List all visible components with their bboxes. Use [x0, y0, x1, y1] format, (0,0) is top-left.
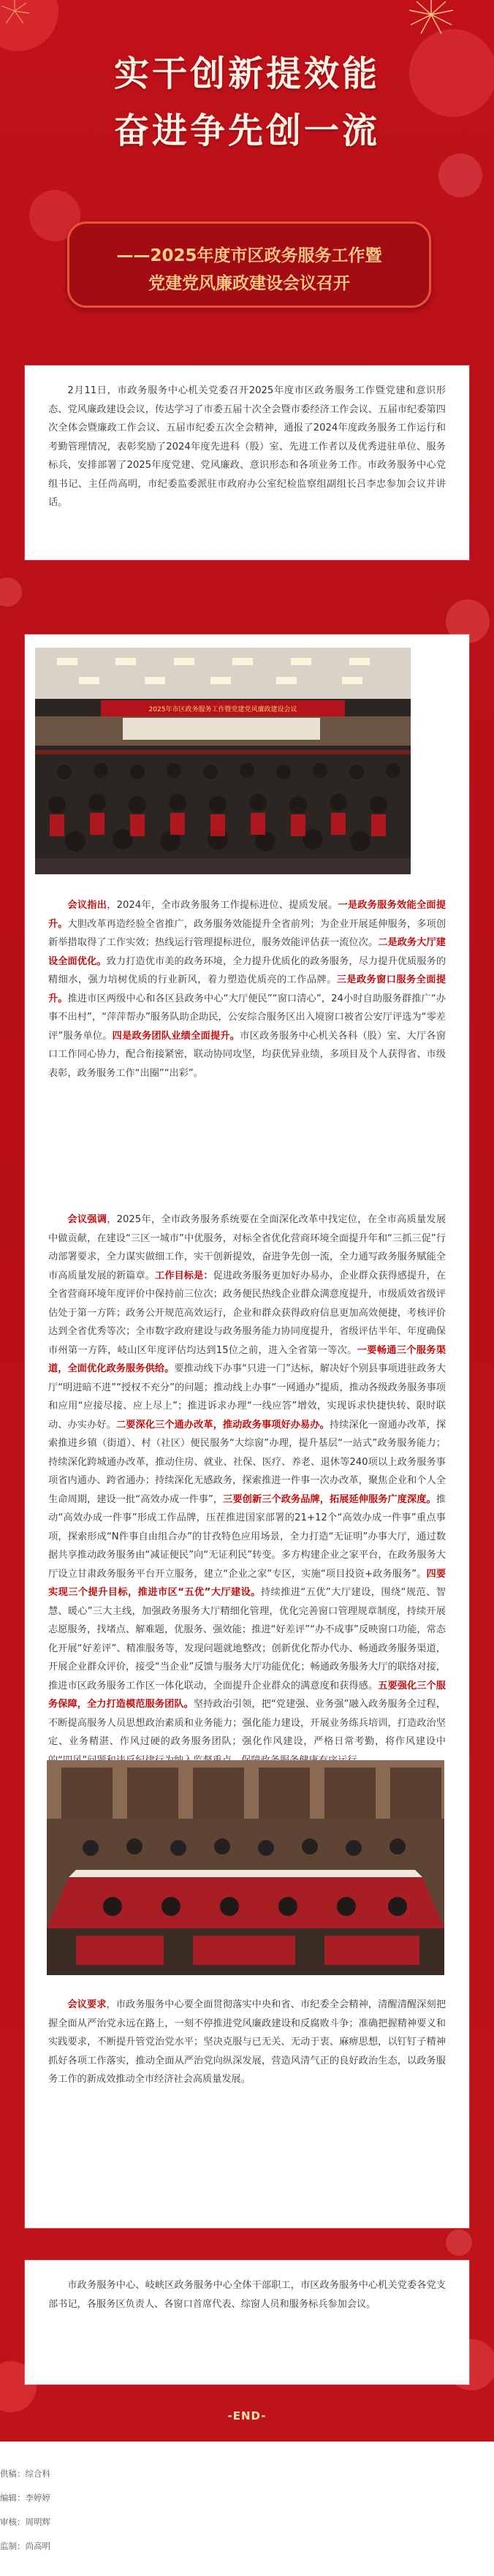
bokeh-decoration: [0, 577, 22, 607]
highlight: 四是政务团队业绩全面提升。: [112, 1030, 240, 1042]
firework-icon: [0, 0, 44, 37]
bokeh-decoration: [446, 2230, 472, 2256]
text: 市区政务服务中心机关各科（股）室、大厅各窗口工作同心协力，配合衔接紧密，联动协同攻坚，均获优异业绩，多项目及个人获得省、市级表彰，政务服务工作“出圈”“出彩”。: [48, 1030, 446, 1079]
closing-paragraph: 市政务服务中心、岐峡区政务服务中心全体干部职工，市区政务服务中心机关党委各党支部书记，各服务区负责人、各窗口首席代表、综窗人员和服务标兵参加会议。: [48, 2280, 446, 2310]
credits: [0, 2462, 50, 2558]
text: 大胆改革再造经验全省推广，政务服务效能提升全省前列；为企业开展延伸服务，多项创新举措取得了工作实效；热线运行管理提标进位，服务效能评估获一流位次。: [48, 918, 446, 948]
page-title-line1: 实干创新提效能: [113, 53, 380, 94]
paragraph-meeting-points: [48, 896, 446, 1083]
paragraph-meeting-requirements: [48, 1996, 446, 2089]
highlight: 五要强化三个服务保障，全力打造模范服务团队。: [48, 1680, 446, 1710]
lead-meeting-requirements: 会议要求: [67, 1999, 107, 2010]
meeting-photo-hall: [35, 648, 411, 874]
meeting-photo-table: [47, 1760, 444, 1975]
credit-editor: 编辑：李婷婷: [0, 2493, 50, 2503]
highlight: 二要深化三个通办改革，推动政务事项好办易办。: [115, 1419, 330, 1431]
text: 促进政务服务更加好办易办，企业群众获得感提升，在全省营商环境年度评价中保持前三位次；政务便民热线企业群众满意度提升，市级质效省级评估处于第一方阵；政务公开规范高效运行，企业和群众获得政府信息更加高效便捷，考核评价达到全省优秀等次；全市数字政府建设与政务服务能力协同度提升，省级评估半年、年度确保市州第一方阵，岐山区年度评估均达到15位之前，进入全省第一等次。: [48, 1270, 446, 1356]
subtitle-line1: ——2025年度市区政务服务工作暨: [116, 246, 382, 265]
hall-banner-text: 2025年市区政务服务工作暨党建党风廉政建设会议: [148, 706, 297, 713]
highlight: 三是政务窗口服务全面提升。: [48, 974, 446, 1004]
end-mark: -END-: [227, 2409, 267, 2422]
subtitle-banner: [67, 221, 431, 308]
text: 致力打造优市美的政务环境，全力提升优质化的政务服务，尽力提升优质服务的精细水，强力培树优质的行业新风，着力塑造优质亮的工作品牌。: [48, 955, 446, 985]
text: 坚持政治引领，把“党建强、业务强”融入政务服务全过程，不断提高服务人员思想政治素质和业务能力；强化能力建设，开展业务练兵培训，打造政治坚定、业务精湛、作风过硬的政务服务团队；强化作风建设，严格日常考勤，将作风建设中: [48, 1699, 446, 1747]
credit-reviewer: 审核：周明辉: [0, 2517, 50, 2527]
text: 推动“高效办成一件事”形成工作品牌，压茬推进国家部署的21+12个“高效办成一件事”重点事项，探索形成“N件事自由组合办”的甘孜特色应用场景，全力打造“无证明”办事大厅，通过数据共享推动政务服务由“减证便民”向“无证利民”转变。多方构建企业之家平台，在政务服务大厅设立甘肃政务服务平台开立服务，建立“企业之家”专区，实施“项目投资+政务服务”。: [48, 1493, 446, 1580]
text: ，市政务服务中心要全面贯彻落实中央和省、市纪委全会精神，清醒清醒深刻把握全面从严治党永远在路上，一刻不停推进党风廉政建设和反腐败斗争；准确把握精神要义和实践要求，不断提升管党治党水平；坚决克服与已无关、无动于衷、麻痹思想，以钉钉子精神抓好各项工作落实，推动全面从严治党向纵深发展，营造风清气正的良好政治生态，以政务服务工作的新成效推动全市经济社会高质量发展。: [48, 1999, 446, 2085]
text: 持续推进“五优”大厅建设，围绕“规范、智慧、暖心”三大主线，加强政务服务大厅精细化管理，优化完善窗口管理规章制度，持续开展志愿服务，找堵点、解难题，优服务、强效能；推进“好差评”“办不成事”反映窗口功能，常态化开展“好差评”、精准服务等，发现问题就地整改；创新优化帮办代办、畅通政务服务渠道，开展企业群众评价，接受“当企业”反馈与服务大厅功能优化；畅通政务服务大厅的联络对接，推进市区政务服务工作区一体化联动，全面提升企业群众的满意度和获得感。: [48, 1587, 446, 1692]
intro-paragraph: 2月11日，市政务服务中心机关党委召开2025年度市区政务服务工作暨党建和意识形态、党风廉政建设会议，传达学习了市委五届十次全会暨市委经济工作会议、五届市纪委第四次全体会暨廉政工作会议、五届市纪委五次全会精神，通报了2024年度政务服务工作运行和考勤管理情况，表彰奖励了2024年度先进科（股）室、先进工作者以及优秀进驻单位、服务标兵，安排部署了2025年度党建、党风廉政、意识形态和各项业务工作。市政务服务中心党组书记、主任尚高明，市纪委监委派驻市政府办公室纪检监察组副组长吕李忠参加会议并讲话。: [48, 385, 446, 508]
page-title-line2: 奋进争先创一流: [113, 110, 380, 151]
lead-meeting-points: 会议指出: [67, 900, 107, 911]
highlight: 四要实现三个提升目标，推进市区“五优”大厅建设。: [48, 1568, 446, 1598]
text: 推进市区两级中心和各区县政务中心“大厅便民”“窗口清心”，24小时自助服务群推广“办事不出村”，“萍萍帮办”服务队助企助民，公安综合服务区出入境窗口被省公安厅评选为“零差评”服务单位。: [48, 993, 446, 1042]
lead-meeting-emphasis: 会议强调: [67, 1214, 107, 1225]
credit-contributor: 供稿：综合科: [0, 2469, 50, 2479]
text: ，2025年，全市政务服务系统要在全面深化改革中找定位，在全市高质量发展中做贡献，在建设“三区一城市”中优服务，对标全省优化营商环境全面提升年和“三抓三促”行动部署要求，全力谋实做细工作，实干创新提效，奋进争先创一流，全力通写政务服务赋能全市高质量发展的新篇章。: [48, 1214, 446, 1281]
highlight: 三要创新三个政务品牌，拓展延伸服务广度深度。: [223, 1493, 436, 1505]
text: 要推动线下办事“只进一门”达标，解决好个别县事项进驻政务大厅“明进暗不进”“授权不充分”的问题；推动线上办事“一网通办”提质，推动各级政务服务事项和应用“应接尽接、应上尽上”；推进诉求办理“一线应答”增效，实现诉求快捷快转、限时联动、办实办好。: [48, 1363, 446, 1431]
closing-card: [25, 2260, 469, 2384]
intro-card: [25, 365, 469, 560]
bokeh-decoration: [438, 154, 482, 197]
text: ，2024年，全市政务服务工作提标进位、提质发展。: [107, 900, 338, 911]
main-card: [25, 634, 469, 2228]
highlight: 一要畅通三个服务渠道，全面优化政务服务供给。: [48, 1344, 446, 1374]
text: 持续深化一窗通办改革，探索推进乡镇（街道）、村（社区）便民服务“大综窗”办理，提升基层“一站式”政务服务能力；持续深化跨城通办改革，推动住房、就业、社保、医疗、养老、退休等240项以上政务服务事项省内通办、跨省通办；持续深化无感政务，探索推进一件事一次办改革，聚焦企业和个人全生命周期，建设一批“高效办成一件事”，: [48, 1419, 446, 1505]
subtitle-line2: 党建党风廉政建设会议召开: [148, 274, 350, 293]
credit-supervisor: 监制：尚高明: [0, 2541, 50, 2551]
paragraph-meeting-emphasis: [48, 1211, 446, 1770]
highlight: 工作目标是：: [154, 1270, 213, 1281]
highlight: 二是政务大厅建设全面优化。: [48, 937, 446, 967]
highlight: 一是政务服务效能全面提升。: [48, 900, 446, 930]
